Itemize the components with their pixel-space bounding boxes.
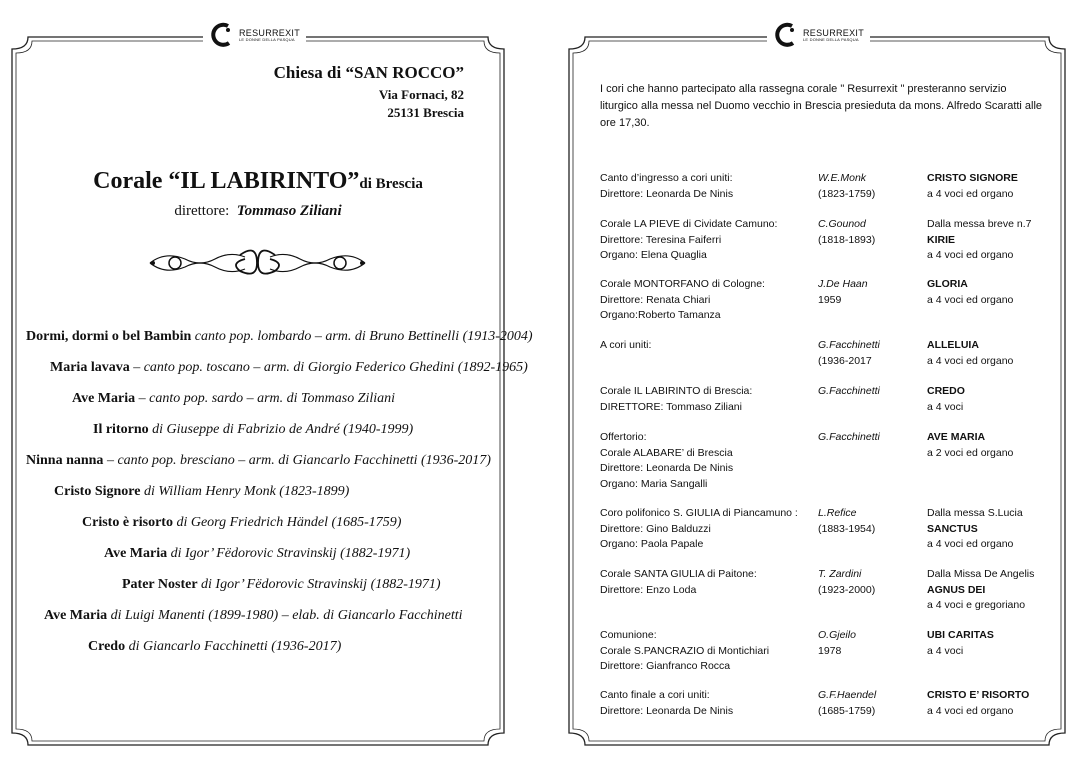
song-item	[82, 515, 578, 531]
composer-name: G.Facchinetti	[818, 339, 880, 351]
performer-line: Canto d’ingresso a cori uniti:	[600, 172, 733, 184]
performer-line: Organo: Elena Quaglia	[600, 249, 707, 261]
performer-line: Corale IL LABIRINTO di Brescia:	[600, 385, 753, 397]
performer-info	[600, 384, 825, 415]
composer-info	[818, 506, 918, 537]
composer-info	[818, 628, 918, 659]
piece-voicing: a 4 voci ed organo	[927, 354, 1014, 367]
song-item	[54, 484, 550, 500]
piece-title: CREDO	[927, 385, 965, 397]
church-street: Via Fornaci, 82	[378, 87, 464, 102]
performer-line: Direttore: Leonarda De Ninis	[600, 187, 734, 200]
composer-info	[818, 338, 918, 369]
piece-title: ALLELUIA	[927, 339, 979, 351]
piece-info	[927, 384, 1062, 415]
song-item	[93, 422, 589, 438]
song-title: Cristo Signore	[54, 484, 141, 499]
song-title: Cristo è risorto	[82, 515, 173, 530]
song-credit: canto pop. lombardo – arm. di Bruno Bettinelli (1913-2004)	[191, 329, 533, 344]
composer-name: O.Gjeilo	[818, 629, 856, 641]
composer-name: G.Facchinetti	[818, 385, 880, 397]
performer-line: Organo: Maria Sangalli	[600, 477, 708, 490]
performer-line: Organo: Paola Papale	[600, 538, 704, 550]
song-title: Pater Noster	[122, 577, 198, 592]
piece-info	[927, 628, 1062, 659]
performer-info	[600, 688, 825, 719]
song-item	[122, 577, 618, 593]
piece-info	[927, 277, 1062, 308]
composer-name: C.Gounod	[818, 218, 866, 230]
resurrexit-emblem-icon	[773, 22, 799, 48]
piece-source: Dalla Missa De Angelis	[927, 568, 1035, 580]
performer-info	[600, 338, 825, 354]
piece-voicing: a 4 voci ed organo	[927, 249, 1014, 261]
piece-title: UBI CARITAS	[927, 629, 994, 641]
logo-title: RESURREXIT	[803, 27, 865, 38]
performer-line: Canto finale a cori uniti:	[600, 689, 710, 701]
performer-line: DIRETTORE: Tommaso Ziliani	[600, 400, 742, 413]
piece-source: Dalla messa S.Lucia	[927, 507, 1023, 519]
performer-line: Corale S.PANCRAZIO di Montichiari	[600, 644, 770, 657]
composer-years: (1936-2017	[818, 354, 872, 367]
song-title: Dormi, dormi o bel Bambin	[26, 329, 192, 344]
performer-line: Direttore: Leonarda De Ninis	[600, 462, 734, 474]
performer-info	[600, 171, 825, 202]
piece-title: KIRIE	[927, 233, 956, 246]
piece-voicing: a 2 voci ed organo	[927, 446, 1014, 459]
right-page	[567, 27, 1067, 747]
piece-title: SANCTUS	[927, 522, 978, 535]
composer-name: G.F.Haendel	[818, 689, 877, 701]
piece-info	[927, 506, 1062, 553]
song-credit: – canto pop. bresciano – arm. di Giancarlo Facchinetti (1936-2017)	[103, 453, 491, 468]
church-address	[274, 63, 464, 121]
piece-info	[927, 338, 1062, 369]
song-credit: di Giuseppe di Fabrizio de André (1940-1999)	[148, 422, 414, 437]
performer-line: Direttore: Gianfranco Rocca	[600, 660, 731, 672]
performer-line: A cori uniti:	[600, 339, 652, 351]
performer-line: Coro polifonico S. GIULIA di Piancamuno :	[600, 507, 798, 519]
piece-title: CRISTO E’ RISORTO	[927, 689, 1030, 701]
resurrexit-emblem-icon	[209, 22, 235, 48]
song-credit: di William Henry Monk (1823-1899)	[140, 484, 350, 499]
song-item	[26, 453, 522, 469]
director-name: Tommaso Ziliani	[236, 203, 342, 219]
song-credit: di Georg Friedrich Händel (1685-1759)	[172, 515, 402, 530]
song-item	[26, 329, 533, 345]
composer-info	[818, 217, 918, 248]
performer-line: Direttore: Leonarda De Ninis	[600, 704, 734, 717]
song-title: Ave Maria	[72, 391, 136, 406]
composer-info	[818, 277, 918, 308]
performer-info	[600, 430, 825, 492]
logo-subtitle: LE DONNE DELLA PASQUA	[239, 36, 295, 42]
piece-voicing: a 4 voci	[927, 400, 964, 413]
flourish-ornament-icon	[145, 245, 370, 281]
composer-years: (1883-1954)	[818, 522, 876, 535]
composer-info	[818, 171, 918, 202]
choir-place: di Brescia	[359, 176, 423, 192]
piece-title: AVE MARIA	[927, 431, 986, 443]
logo-title: RESURREXIT	[239, 27, 301, 38]
piece-voicing: a 4 voci	[927, 644, 964, 657]
composer-years: (1923-2000)	[818, 583, 876, 596]
song-credit: di Igor’ Fëdorovic Stravinskij (1882-1971)	[197, 577, 441, 592]
composer-years: (1685-1759)	[818, 704, 876, 717]
composer-name: T. Zardini	[818, 568, 862, 580]
song-item	[72, 391, 568, 407]
performer-line: Comunione:	[600, 629, 657, 641]
performer-info	[600, 628, 825, 675]
performer-info	[600, 567, 825, 598]
resurrexit-logo	[767, 15, 870, 55]
song-credit: di Luigi Manenti (1899-1980) – elab. di Giancarlo Facchinetti	[107, 608, 463, 623]
piece-voicing: a 4 voci ed organo	[927, 293, 1014, 306]
song-credit: di Giancarlo Facchinetti (1936-2017)	[125, 639, 342, 654]
piece-voicing: a 4 voci ed organo	[927, 704, 1014, 717]
director-line	[10, 203, 506, 220]
song-title: Credo	[88, 639, 126, 654]
song-credit: – canto pop. toscano – arm. di Giorgio Federico Ghedini (1892-1965)	[129, 360, 528, 375]
piece-info	[927, 430, 1062, 461]
piece-info	[927, 171, 1062, 202]
song-title: Ninna nanna	[26, 453, 104, 468]
performer-info	[600, 506, 825, 553]
composer-years: 1978	[818, 644, 842, 657]
piece-info	[927, 567, 1062, 614]
performer-line: Direttore: Gino Balduzzi	[600, 522, 711, 535]
composer-info	[818, 384, 918, 400]
song-item	[50, 360, 546, 376]
composer-info	[818, 688, 918, 719]
logo-subtitle: LE DONNE DELLA PASQUA	[803, 36, 859, 42]
performer-line: Corale LA PIEVE di Cividate Camuno:	[600, 218, 778, 230]
church-city: 25131 Brescia	[387, 105, 464, 120]
composer-name: G.Facchinetti	[818, 431, 880, 443]
performer-line: Corale SANTA GIULIA di Paitone:	[600, 568, 757, 580]
performer-info	[600, 277, 825, 324]
song-title: Ave Maria	[44, 608, 108, 623]
piece-title: GLORIA	[927, 278, 968, 290]
performer-line: Corale MONTORFANO di Cologne:	[600, 278, 765, 290]
piece-info	[927, 217, 1062, 264]
song-item	[44, 608, 540, 624]
composer-info	[818, 430, 918, 446]
left-page	[10, 27, 533, 747]
composer-name: L.Refice	[818, 507, 857, 519]
song-credit: – canto pop. sardo – arm. di Tommaso Ziliani	[135, 391, 396, 406]
performer-info	[600, 217, 825, 264]
performer-line: Corale ALABARE’ di Brescia	[600, 446, 733, 459]
song-credit: di Igor’ Fëdorovic Stravinskij (1882-1971)	[167, 546, 411, 561]
piece-voicing: a 4 voci ed organo	[927, 538, 1014, 550]
performer-line: Direttore: Renata Chiari	[600, 293, 711, 306]
composer-info	[818, 567, 918, 598]
performer-line: Offertorio:	[600, 431, 647, 443]
piece-title: CRISTO SIGNORE	[927, 172, 1018, 184]
performer-line: Direttore: Teresina Faiferri	[600, 233, 722, 246]
choir-title: Corale “IL LABIRINTO”	[93, 168, 360, 194]
composer-years: 1959	[818, 293, 842, 306]
church-name: Chiesa di “SAN ROCCO”	[273, 63, 464, 82]
piece-source: Dalla messa breve n.7	[927, 218, 1032, 230]
composer-name: W.E.Monk	[818, 172, 867, 184]
performer-line: Direttore: Enzo Loda	[600, 583, 697, 596]
composer-years: (1818-1893)	[818, 233, 876, 246]
song-item	[104, 546, 600, 562]
piece-info	[927, 688, 1062, 719]
song-item	[88, 639, 584, 655]
song-title: Il ritorno	[93, 422, 149, 437]
composer-years: (1823-1759)	[818, 187, 876, 200]
piece-voicing: a 4 voci ed organo	[927, 187, 1014, 200]
choir-heading	[10, 168, 506, 195]
intro-paragraph: I cori che hanno partecipato alla rassegna corale " Resurrexit " presteranno servizio liturgico alla messa nel Duomo vecchio in Brescia presieduta da mons. Alfredo Scaratti alle ore 17,30.	[600, 83, 1043, 129]
piece-voicing: a 4 voci e gregoriano	[927, 599, 1026, 611]
director-label: direttore:	[174, 203, 230, 219]
song-title: Ave Maria	[104, 546, 168, 561]
song-title: Maria lavava	[50, 360, 130, 375]
composer-name: J.De Haan	[818, 278, 868, 290]
piece-title: AGNUS DEI	[927, 583, 986, 596]
resurrexit-logo	[203, 15, 306, 55]
performer-line: Organo:Roberto Tamanza	[600, 309, 721, 321]
